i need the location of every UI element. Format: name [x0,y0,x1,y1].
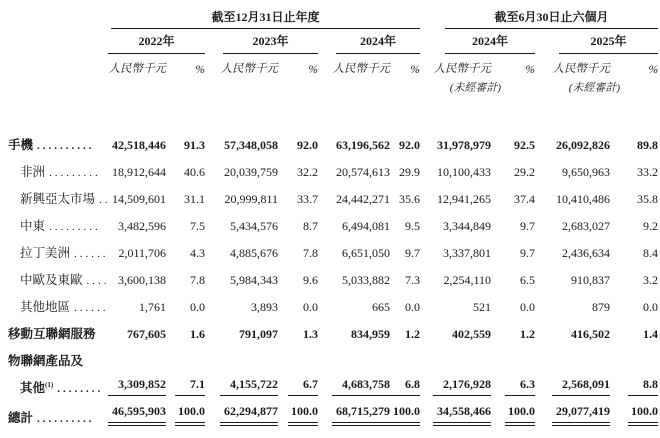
cell-text: 6.8 [390,377,420,396]
cell-text: 9,650,963 [562,165,611,179]
unaudited-label: (未經審計) [568,82,621,94]
cell-text: 6,494,081 [342,219,390,233]
cell-text: 35.6 [399,192,421,206]
cell-percent [278,288,318,315]
cell-amount [535,261,610,288]
cell-percent [278,369,318,396]
cell-text: 8.7 [303,219,318,233]
cell-amount [205,369,278,396]
cell-text: 0.0 [303,300,318,314]
year-header-2025-interim [535,29,658,54]
cell-text: 32.2 [297,165,318,179]
cell-text: 89.8 [637,138,659,152]
cell-percent [491,207,535,234]
cell-text: 100.0 [505,404,535,426]
cell-text: 1.6 [190,327,205,341]
period-header-interim-label: 截至6月30日止六個月 [445,8,658,29]
cell-text: 0.0 [190,300,205,314]
cell-text: 5,984,343 [230,273,278,287]
cell-text: 6.5 [520,273,536,287]
cell-text: 20,039,759 [224,165,278,179]
cell-amount [108,207,166,234]
table-row [8,369,658,396]
cell-amount [420,396,491,430]
cell-percent [278,342,318,369]
cell-percent [610,180,658,207]
cell-amount [108,180,166,207]
cell-percent [491,342,535,369]
cell-percent [491,315,535,342]
row-label-text: 其他地區 [20,300,71,314]
cell-amount [420,153,491,180]
cell-amount [535,234,610,261]
cell-percent [491,396,535,430]
cell-amount [205,261,278,288]
cell-percent [166,369,205,396]
row-label-text: 其他 [20,381,46,395]
period-header-annual-label: 截至12月31日止年度 [111,8,420,29]
cell-text: 7.3 [405,273,421,287]
cell-amount [318,234,390,261]
table-row [8,207,658,234]
year-header-row [8,29,658,54]
cell-percent [166,342,205,369]
cell-text: 1,761 [139,300,166,314]
cell-text: 2,011,706 [118,246,166,260]
cell-text: 1.2 [405,327,421,341]
row-label [8,342,108,369]
cell-text: 33.2 [637,165,659,179]
cell-text: 3,337,801 [443,246,492,260]
cell-percent [390,153,420,180]
cell-text: 2,254,110 [443,273,492,287]
cell-percent [166,126,205,153]
cell-text: 9.7 [520,246,536,260]
cell-percent [390,288,420,315]
percent-label: % [648,64,659,76]
cell-percent [278,153,318,180]
cell-text: 7.1 [175,377,205,396]
cell-text: 9.5 [405,219,421,233]
cell-text: 3,482,596 [118,219,166,233]
cell-text: 2,176,928 [433,377,491,396]
cell-amount [420,261,491,288]
cell-percent [491,153,535,180]
cell-text: 31.1 [184,192,205,206]
cell-text: 92.5 [514,138,536,152]
row-label-text: 物聯網產品及 [8,354,84,368]
revenue-breakdown-table [8,6,658,430]
cell-text: 100.0 [288,404,318,426]
period-header-row [8,6,658,29]
units-header-row [8,54,658,76]
cell-percent [166,288,205,315]
row-label [8,234,108,261]
cell-text: 68,715,279 [332,404,390,426]
cell-text: 2,683,027 [562,219,611,233]
cell-text: 2,568,091 [552,377,610,396]
cell-text: 18,912,644 [112,165,166,179]
cell-text: 35.8 [637,192,659,206]
unit-label: 人民幣千元 [220,63,278,75]
year-label: 2022年 [108,32,205,54]
cell-text: 665 [372,300,390,314]
cell-amount [318,342,390,369]
cell-percent [278,126,318,153]
cell-text: 416,502 [571,327,611,341]
cell-text: 6,651,050 [342,246,390,260]
cell-percent [166,180,205,207]
row-label-text: 手機 [8,138,34,152]
cell-text: 6.7 [288,377,318,396]
unit-label: 人民幣千元 [108,63,166,75]
cell-amount [420,126,491,153]
cell-amount [535,207,610,234]
cell-percent [390,126,420,153]
cell-text: 14,509,601 [112,192,166,206]
table-body [8,126,658,430]
dot-leader: ........ [57,383,104,395]
table-row [8,234,658,261]
cell-text: 10,410,486 [556,192,611,206]
cell-text: 63,196,562 [336,138,390,152]
table-row [8,315,658,342]
row-label-text: 中歐及東歐 [20,273,83,287]
cell-percent [491,369,535,396]
cell-text: 42,518,446 [112,138,166,152]
cell-amount [420,234,491,261]
cell-text: 46,595,903 [108,404,166,426]
cell-percent [166,234,205,261]
percent-label: % [525,64,536,76]
unaudited-label: (未經審計) [449,82,502,94]
cell-text: 91.3 [184,138,205,152]
year-header-2024 [318,29,420,54]
period-header-annual [108,6,420,29]
row-label [8,261,108,288]
cell-text: 8.8 [628,377,658,396]
row-label [8,369,108,396]
row-label-text: 中東 [20,219,46,233]
cell-text: 1.4 [643,327,659,341]
cell-text: 92.0 [399,138,421,152]
cell-text: 31,978,979 [437,138,492,152]
cell-amount [420,207,491,234]
cell-text: 3.2 [643,273,659,287]
row-label-text: 非洲 [20,165,46,179]
cell-text: 34,558,466 [433,404,491,426]
cell-amount [318,369,390,396]
table-row [8,288,658,315]
cell-percent [610,288,658,315]
cell-percent [390,315,420,342]
cell-text: 7.8 [303,246,318,260]
cell-text: 62,294,877 [220,404,278,426]
cell-amount [205,126,278,153]
cell-text: 9.7 [405,246,421,260]
cell-percent [610,369,658,396]
cell-text: 1.3 [303,327,318,341]
cell-amount [205,180,278,207]
row-label [8,207,108,234]
cell-percent [390,342,420,369]
cell-text: 37.4 [514,192,536,206]
cell-percent [278,261,318,288]
cell-text: 9.6 [303,273,318,287]
cell-percent [278,234,318,261]
cell-amount [535,342,610,369]
year-header-2023 [205,29,318,54]
cell-text: 26,092,826 [556,138,611,152]
cell-text: 57,348,058 [224,138,278,152]
cell-percent [610,315,658,342]
cell-amount [535,396,610,430]
cell-text: 7.5 [190,219,205,233]
cell-percent [390,396,420,430]
cell-percent [610,342,658,369]
cell-text: 29.2 [514,165,536,179]
year-label: 2024年 [445,32,535,54]
cell-text: 4.3 [190,246,205,260]
cell-percent [390,207,420,234]
cell-amount [205,207,278,234]
cell-amount [420,315,491,342]
cell-percent [278,180,318,207]
cell-percent [390,234,420,261]
cell-text: 0.0 [643,300,659,314]
cell-text: 4,885,676 [230,246,278,260]
cell-text: 33.7 [297,192,318,206]
cell-amount [205,315,278,342]
dot-leader: ...... [74,248,109,260]
cell-percent [166,153,205,180]
cell-amount [318,153,390,180]
cell-amount [318,207,390,234]
cell-text: 1.2 [520,327,536,341]
period-header-interim [420,6,658,29]
year-label: 2025年 [559,32,658,54]
footnote-marker: (1) [45,380,54,389]
dot-leader: ......... [49,167,101,179]
cell-text: 40.6 [184,165,205,179]
row-label [8,180,111,207]
cell-percent [278,315,318,342]
cell-percent [491,126,535,153]
cell-percent [491,234,535,261]
cell-text: 20,574,613 [336,165,390,179]
table-row [8,180,658,207]
cell-amount [108,396,166,430]
table-row [8,153,658,180]
cell-text: 521 [473,300,492,314]
cell-amount [205,288,278,315]
cell-amount [318,180,390,207]
dot-leader: .......... [37,140,95,152]
cell-text: 100.0 [390,404,420,426]
cell-amount [108,369,166,396]
row-label [8,396,108,430]
cell-text: 834,959 [351,327,390,341]
cell-amount [205,342,278,369]
cell-percent [610,261,658,288]
cell-text: 29,077,419 [552,404,610,426]
cell-amount [420,342,491,369]
cell-percent [610,234,658,261]
cell-amount [205,396,278,430]
table-row [8,396,658,430]
row-label-text: 移動互聯網服務 [8,327,96,341]
cell-amount [535,288,610,315]
cell-amount [318,126,390,153]
cell-text: 92.0 [297,138,318,152]
cell-text: 767,605 [127,327,166,341]
header-spacer [8,6,108,29]
cell-amount [420,288,491,315]
cell-text: 9.7 [520,219,536,233]
cell-percent [610,153,658,180]
cell-percent [166,261,205,288]
cell-text: 910,837 [571,273,611,287]
header-gap [8,95,658,126]
unit-label: 人民幣千元 [332,63,390,75]
cell-text: 24,442,271 [336,192,390,206]
cell-amount [108,126,166,153]
cell-amount [205,153,278,180]
cell-text: 5,033,882 [342,273,390,287]
cell-text: 6.3 [505,377,535,396]
cell-amount [108,261,166,288]
cell-percent [491,261,535,288]
header-spacer [8,54,108,76]
cell-text: 0.0 [520,300,536,314]
percent-label: % [308,64,318,76]
cell-text: 3,893 [251,300,278,314]
cell-text: 7.8 [190,273,205,287]
cell-amount [420,180,491,207]
percent-label: % [410,64,421,76]
cell-text: 3,344,849 [443,219,492,233]
cell-amount [108,153,166,180]
row-label-text: 總計 [8,411,34,425]
cell-percent [166,396,205,430]
table-row [8,342,658,369]
year-header-2022 [108,29,205,54]
year-header-2024-interim [420,29,535,54]
cell-amount [108,234,166,261]
cell-text: 10,100,433 [437,165,492,179]
cell-text: 879 [592,300,611,314]
unit-label: 人民幣千元 [552,63,611,75]
unit-label: 人民幣千元 [433,63,492,75]
cell-percent [390,261,420,288]
cell-amount [535,126,610,153]
cell-amount [318,315,390,342]
cell-percent [166,207,205,234]
dot-leader: .... [86,275,110,287]
cell-text: 12,941,265 [437,192,492,206]
cell-amount [535,180,610,207]
unaudited-row [8,76,658,95]
cell-percent [610,396,658,430]
cell-amount [420,369,491,396]
cell-text: 100.0 [175,404,205,426]
row-label-text: 新興亞太市場 [20,192,96,206]
cell-amount [535,315,610,342]
cell-amount [205,234,278,261]
cell-amount [318,261,390,288]
table-row [8,261,658,288]
cell-amount [108,342,166,369]
dot-leader: ......... [49,221,101,233]
cell-text: 100.0 [628,404,658,426]
cell-amount [318,396,390,430]
cell-text: 20,999,811 [224,192,278,206]
header-spacer [8,76,420,95]
dot-leader: .......... [37,413,95,425]
cell-amount [535,153,610,180]
dot-leader: .. [99,194,111,206]
cell-percent [390,180,420,207]
year-label: 2024年 [336,32,420,54]
cell-text: 791,097 [239,327,278,341]
cell-percent [610,126,658,153]
cell-text: 4,683,758 [332,377,390,396]
dot-leader: ...... [74,302,109,314]
cell-text: 2,436,634 [562,246,611,260]
cell-text: 29.9 [399,165,421,179]
header-spacer [8,29,108,54]
cell-percent [278,207,318,234]
cell-percent [610,207,658,234]
table-row [8,126,658,153]
row-label-text: 拉丁美洲 [20,246,71,260]
cell-amount [535,369,610,396]
cell-text: 402,559 [452,327,492,341]
cell-percent [491,180,535,207]
row-label [8,288,108,315]
cell-percent [491,288,535,315]
year-label: 2023年 [223,32,318,54]
cell-percent [390,369,420,396]
percent-label: % [195,64,205,76]
cell-amount [318,288,390,315]
cell-text: 8.4 [643,246,659,260]
row-label [8,126,108,153]
cell-text: 5,434,576 [230,219,278,233]
cell-amount [108,288,166,315]
cell-text: 3,309,852 [108,377,166,396]
cell-text: 4,155,722 [220,377,278,396]
cell-text: 9.2 [643,219,659,233]
cell-percent [166,315,205,342]
cell-text: 3,600,138 [118,273,166,287]
cell-amount [108,315,166,342]
row-label [8,153,108,180]
row-label [8,315,108,342]
cell-text: 0.0 [405,300,421,314]
cell-percent [278,396,318,430]
